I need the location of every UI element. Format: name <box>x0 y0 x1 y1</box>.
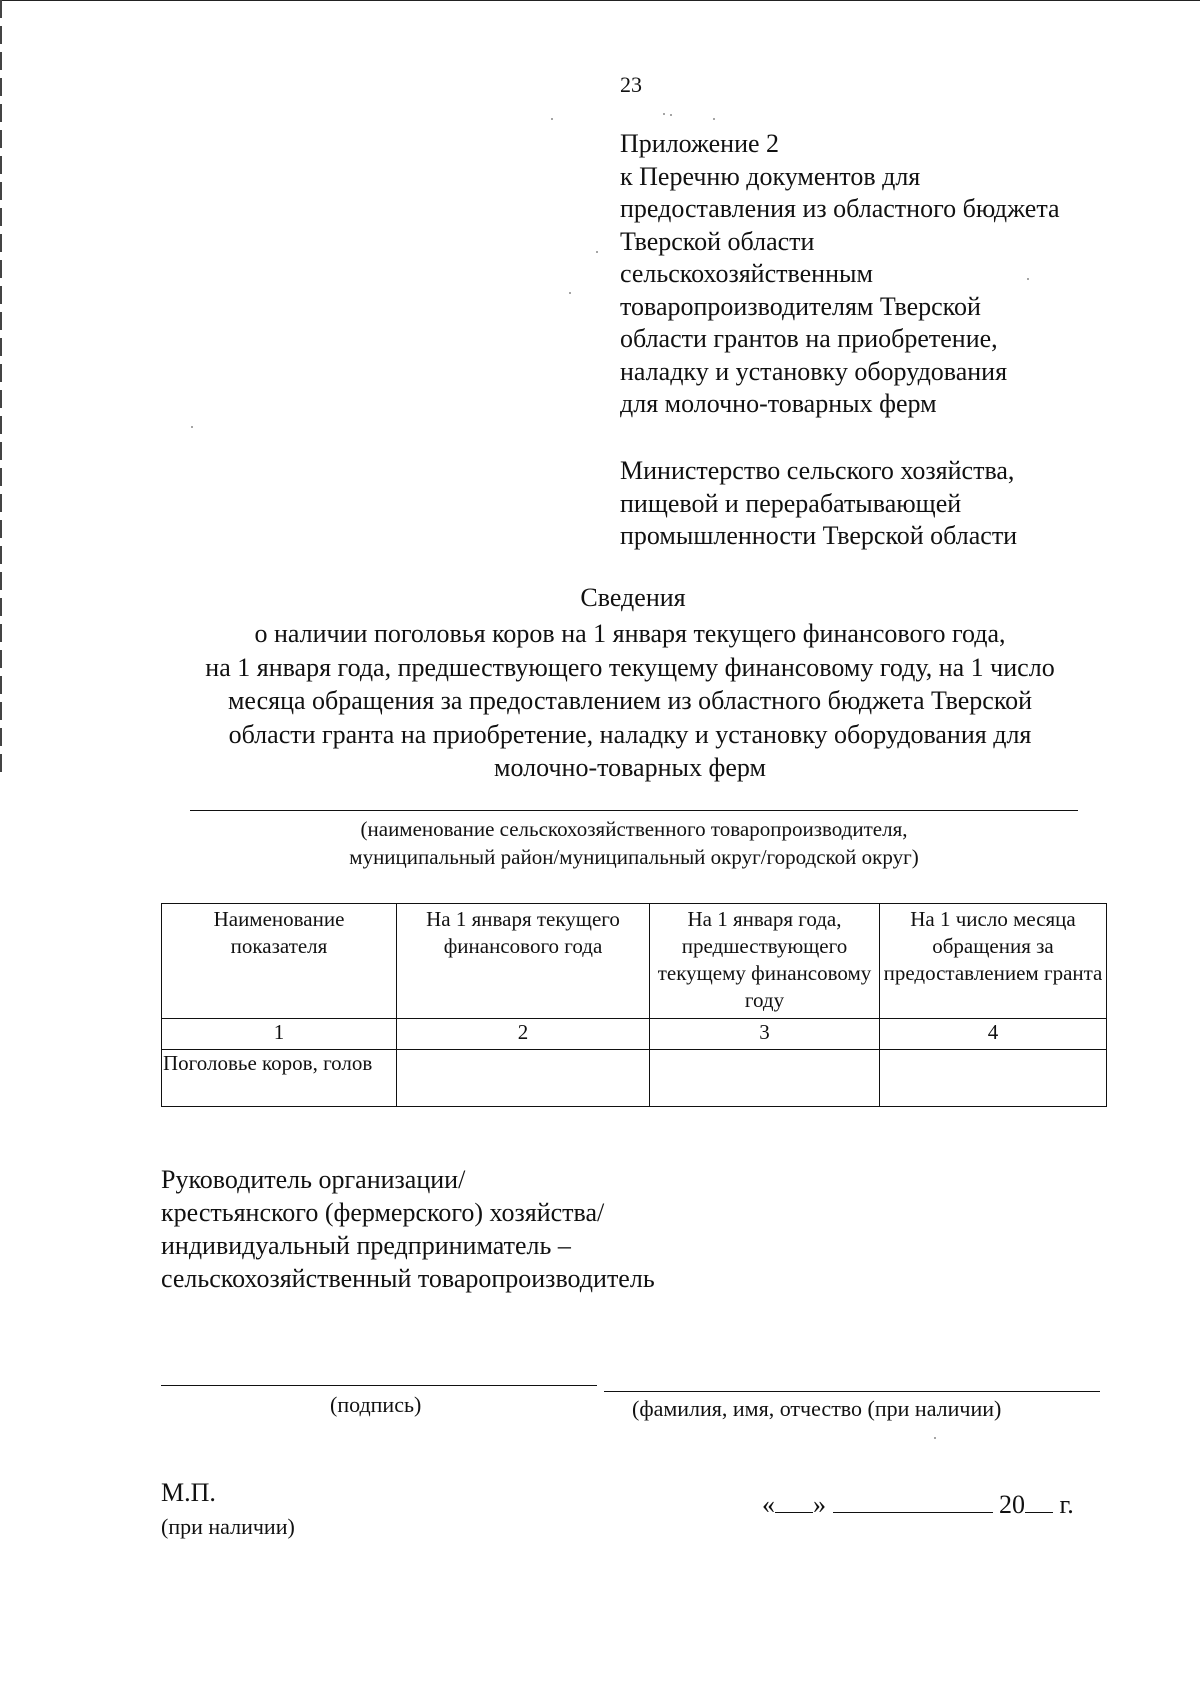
producer-name-field[interactable] <box>190 810 1078 811</box>
year-suffix: г. <box>1059 1490 1074 1519</box>
signer-line: индивидуальный предприниматель – <box>161 1231 571 1260</box>
scan-speck <box>569 292 571 294</box>
scan-speck <box>551 118 553 120</box>
scan-speck <box>1027 278 1029 280</box>
subtitle-line: месяца обращения за предоставлением из областного бюджета Тверской <box>227 686 1033 715</box>
column-number-row <box>162 1019 1107 1050</box>
full-name-field[interactable] <box>604 1391 1100 1392</box>
appendix-line: для молочно-товарных ферм <box>620 389 937 418</box>
addressee-block <box>620 455 1140 553</box>
cell-current-year[interactable] <box>397 1050 650 1107</box>
signer-line: крестьянского (фермерского) хозяйства/ <box>161 1198 605 1227</box>
appendix-line: к Перечню документов для <box>620 161 921 191</box>
scan-speck <box>663 113 665 115</box>
appendix-line: Тверской области <box>620 226 815 256</box>
appendix-line: Приложение 2 <box>620 129 780 158</box>
hint-line: муниципальный район/муниципальный округ/городской округ) <box>349 845 919 869</box>
scan-speck <box>596 251 598 253</box>
subtitle-line: о наличии поголовья коров на 1 января текущего финансового года, <box>254 619 1006 648</box>
full-name-hint: (фамилия, имя, отчество (при наличии) <box>632 1396 1002 1421</box>
header-previous-year: На 1 января года, предшествующего текущему финансовому году <box>650 904 880 1019</box>
month-field[interactable] <box>833 1490 993 1513</box>
signer-line: Руководитель организации/ <box>161 1165 466 1194</box>
year-field[interactable] <box>1025 1490 1053 1513</box>
appendix-reference <box>620 128 1140 421</box>
livestock-table <box>161 903 1107 1107</box>
header-current-year: На 1 января текущего финансового года <box>397 904 650 1019</box>
appendix-line: товаропроизводителям Тверской <box>620 291 981 321</box>
header-application-month: На 1 число месяца обращения за предоставлением гранта <box>880 904 1107 1019</box>
signer-title <box>161 1163 655 1295</box>
subtitle-line: молочно-товарных ферм <box>494 753 766 782</box>
date-open-quote: « <box>762 1490 775 1519</box>
date-close-quote: » <box>813 1490 826 1519</box>
scan-speck <box>191 426 193 428</box>
row-label-cows: Поголовье коров, голов <box>162 1050 397 1107</box>
signer-line: сельскохозяйственный товаропроизводитель <box>161 1264 655 1293</box>
scan-left-edge <box>0 0 2 780</box>
scan-speck <box>934 1437 936 1439</box>
stamp-hint: (при наличии) <box>161 1514 295 1539</box>
producer-field-hint <box>190 815 1078 871</box>
appendix-line: области грантов на приобретение, <box>620 324 998 353</box>
header-indicator: Наименование показателя <box>162 904 397 1019</box>
signature-hint: (подпись) <box>330 1392 422 1417</box>
cell-application-month[interactable] <box>880 1050 1107 1107</box>
cell-previous-year[interactable] <box>650 1050 880 1107</box>
signature-field[interactable] <box>161 1385 597 1386</box>
date-field <box>762 1490 1074 1520</box>
column-number: 3 <box>650 1019 880 1050</box>
scan-top-edge <box>0 0 1200 1</box>
year-prefix: 20 <box>999 1490 1025 1519</box>
day-field[interactable] <box>775 1490 813 1513</box>
document-title: Сведения <box>580 583 686 612</box>
appendix-line: предоставления из областного бюджета <box>620 194 1060 223</box>
document-subtitle <box>140 617 1120 785</box>
subtitle-line: области гранта на приобретение, наладку и установку оборудования для <box>228 719 1032 749</box>
appendix-line: сельскохозяйственным <box>620 259 873 288</box>
column-number: 4 <box>880 1019 1107 1050</box>
stamp-label: М.П. <box>161 1478 216 1507</box>
table-header-row <box>162 904 1107 1019</box>
table-row <box>162 1050 1107 1107</box>
scan-speck <box>713 118 715 120</box>
column-number: 1 <box>162 1019 397 1050</box>
page-number: 23 <box>620 72 642 97</box>
scan-speck <box>670 114 672 116</box>
addressee-line: пищевой и перерабатывающей <box>620 488 962 518</box>
addressee-line: промышленности Тверской области <box>620 521 1018 550</box>
subtitle-line: на 1 января года, предшествующего текущему финансовому году, на 1 число <box>205 652 1055 682</box>
appendix-line: наладку и установку оборудования <box>620 356 1008 386</box>
addressee-line: Министерство сельского хозяйства, <box>620 456 1015 485</box>
column-number: 2 <box>397 1019 650 1050</box>
hint-line: (наименование сельскохозяйственного товаропроизводителя, <box>360 817 908 841</box>
